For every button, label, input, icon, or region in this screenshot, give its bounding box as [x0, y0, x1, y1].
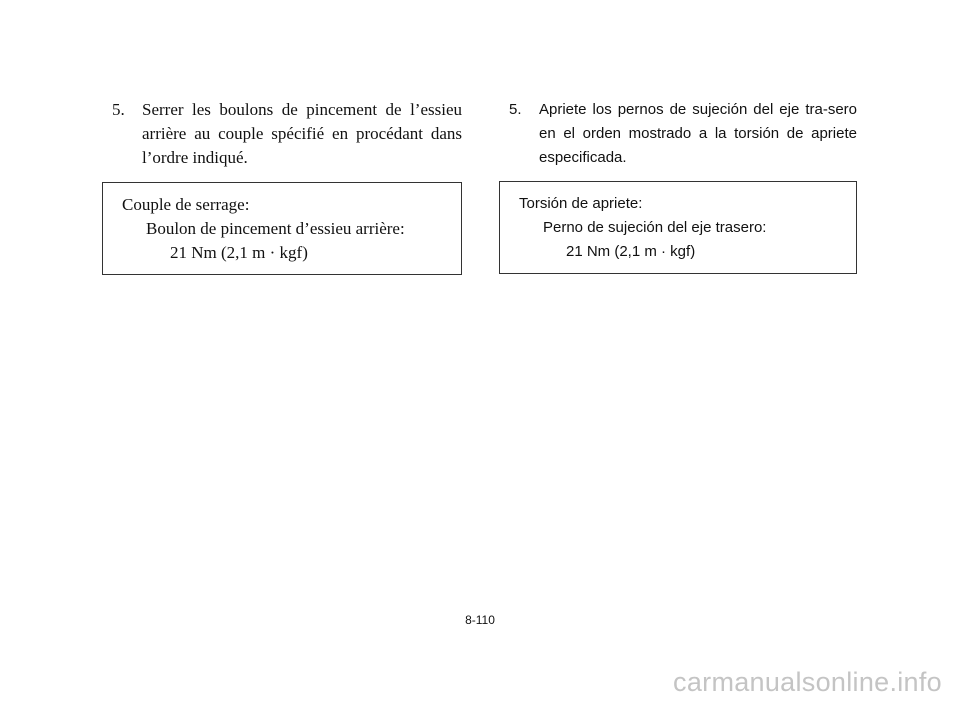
- french-step-number: 5.: [112, 100, 125, 119]
- spanish-column: [509, 98, 857, 274]
- french-spec-title: Couple de serrage:: [122, 195, 250, 214]
- french-step-5: [112, 98, 462, 170]
- site-watermark: [673, 667, 942, 698]
- spanish-step-number: 5.: [509, 101, 522, 118]
- spanish-step-5: [509, 98, 857, 170]
- watermark-text: carmanualsonline.info: [673, 667, 942, 697]
- french-spec-value: 21 Nm (2,1 m · kgf): [170, 243, 308, 262]
- french-torque-spec-box: [102, 182, 462, 275]
- spanish-torque-spec-box: [499, 181, 857, 274]
- french-step-text: Serrer les boulons de pincement de l’essieu arrière au couple spécifié en procédant dans l’ordre indiqué.: [142, 100, 462, 167]
- page-number: 8-110: [465, 613, 495, 627]
- french-spec-item: Boulon de pincement d’essieu arrière:: [146, 219, 405, 238]
- spanish-spec-title: Torsión de apriete:: [519, 195, 643, 212]
- spanish-step-text: Apriete los pernos de sujeción del eje tra-sero en el orden mostrado a la torsión de apriete especificada.: [539, 101, 857, 166]
- french-column: [112, 98, 462, 275]
- spanish-spec-value: 21 Nm (2,1 m · kgf): [566, 243, 696, 260]
- spanish-spec-item: Perno de sujeción del eje trasero:: [543, 219, 767, 236]
